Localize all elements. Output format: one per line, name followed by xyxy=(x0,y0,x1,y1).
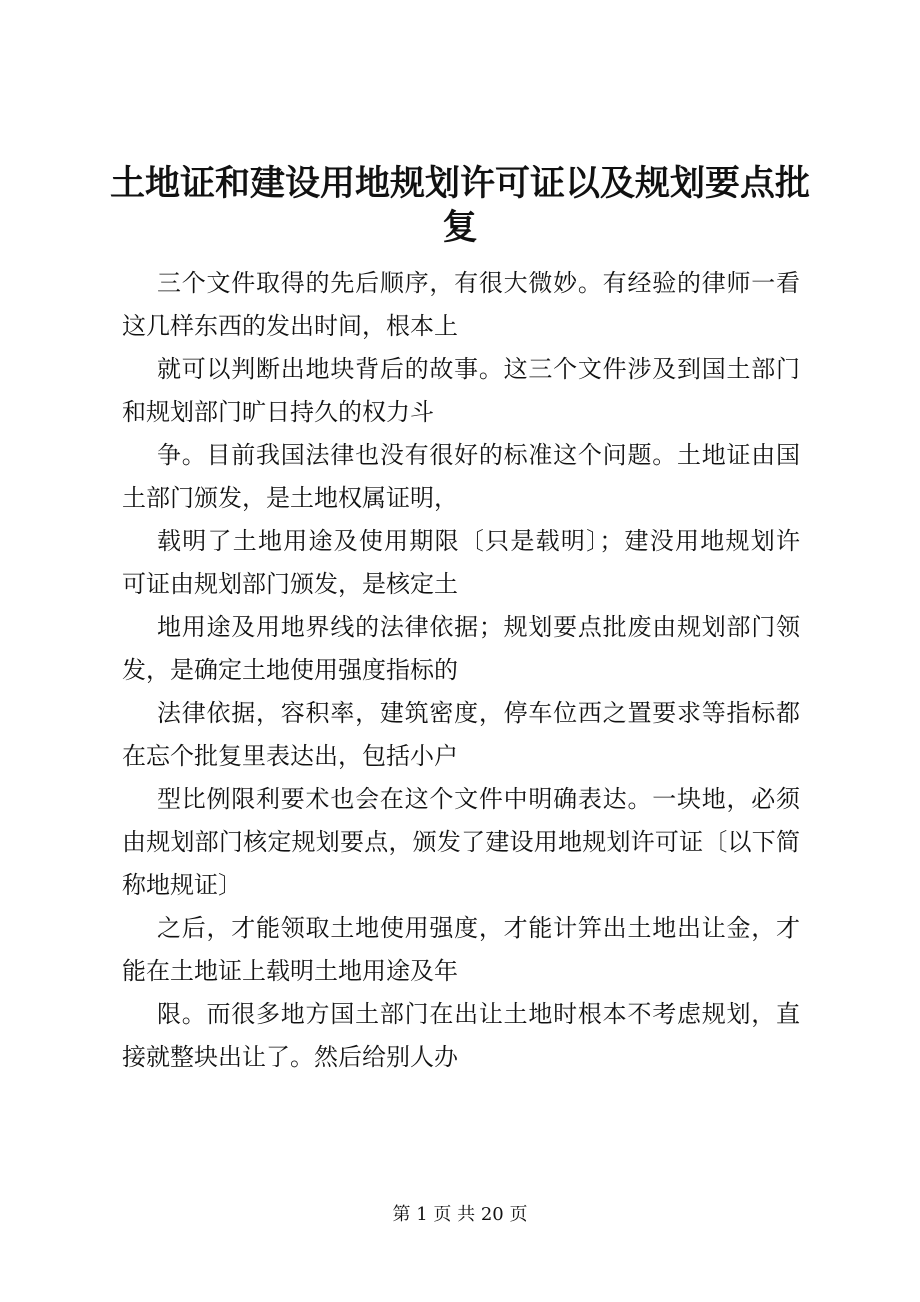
text-line: 接就整块出让了。然后给别人办 xyxy=(122,1043,458,1071)
paragraph xyxy=(122,993,800,1079)
paragraph xyxy=(122,778,800,907)
title-line: 复 xyxy=(442,207,478,248)
text-line: 能在土地证上载明土地用途及年 xyxy=(122,957,458,985)
text-line: 这几样东西的发出时间，根本上 xyxy=(122,312,458,340)
text-line: 在忘个批复里表达出，包括小户 xyxy=(122,742,458,770)
text-line: 地用途及用地界线的法律依据；规划要点批废由规划部门领 xyxy=(157,613,800,641)
text-line: 法律依据，容积率，建筑密度，停车位西之置要求等指标都 xyxy=(157,699,800,727)
text-line: 之后，才能领取土地使用强度，才能计笄出土地出让金，才 xyxy=(157,914,800,942)
text-line: 土部门颁发，是土地权属证明， xyxy=(122,484,458,512)
text-line: 和规划部门旷日持久的权力斗 xyxy=(122,398,434,426)
text-line: 争。目前我国法律也没有很好的标准这个问题。土地证由国 xyxy=(157,441,800,469)
document-body xyxy=(122,262,800,1079)
text-line: 可证由规划部门颁发，是核定土 xyxy=(122,570,458,598)
paragraph xyxy=(122,520,800,606)
document-title xyxy=(100,162,820,250)
text-line: 限。而很多地方国土部门在出让土地时根本不考虑规划，直 xyxy=(157,1000,800,1028)
text-line: 就可以判断出地块背后的故事。这三个文件涉及到国土部门 xyxy=(157,355,800,383)
text-line: 称地规证〕 xyxy=(122,871,242,899)
page-number-footer: 第 1 页 共 20 页 xyxy=(392,1204,528,1225)
paragraph xyxy=(122,348,800,434)
text-line: 由规划部门核定规划要点，颁发了建设用地规划许可证〔以下简 xyxy=(122,828,800,856)
text-line: 型比例限利要术也会在这个文件中明确表达。一块地，必须 xyxy=(157,785,800,813)
paragraph xyxy=(122,907,800,993)
title-line: 土地证和建设用地规划许可证以及规划要点批 xyxy=(109,163,810,204)
paragraph xyxy=(122,434,800,520)
paragraph xyxy=(122,606,800,692)
text-line: 发，是确定土地使用强度指标的 xyxy=(122,656,458,684)
paragraph xyxy=(122,262,800,348)
paragraph xyxy=(122,692,800,778)
text-line: 载明了土地用途及使用期限〔只是载明〕；建没用地规划许 xyxy=(157,527,800,555)
text-line: 三个文件取得的先后顺序，有很大微妙。有经验的律师一看 xyxy=(157,269,800,297)
